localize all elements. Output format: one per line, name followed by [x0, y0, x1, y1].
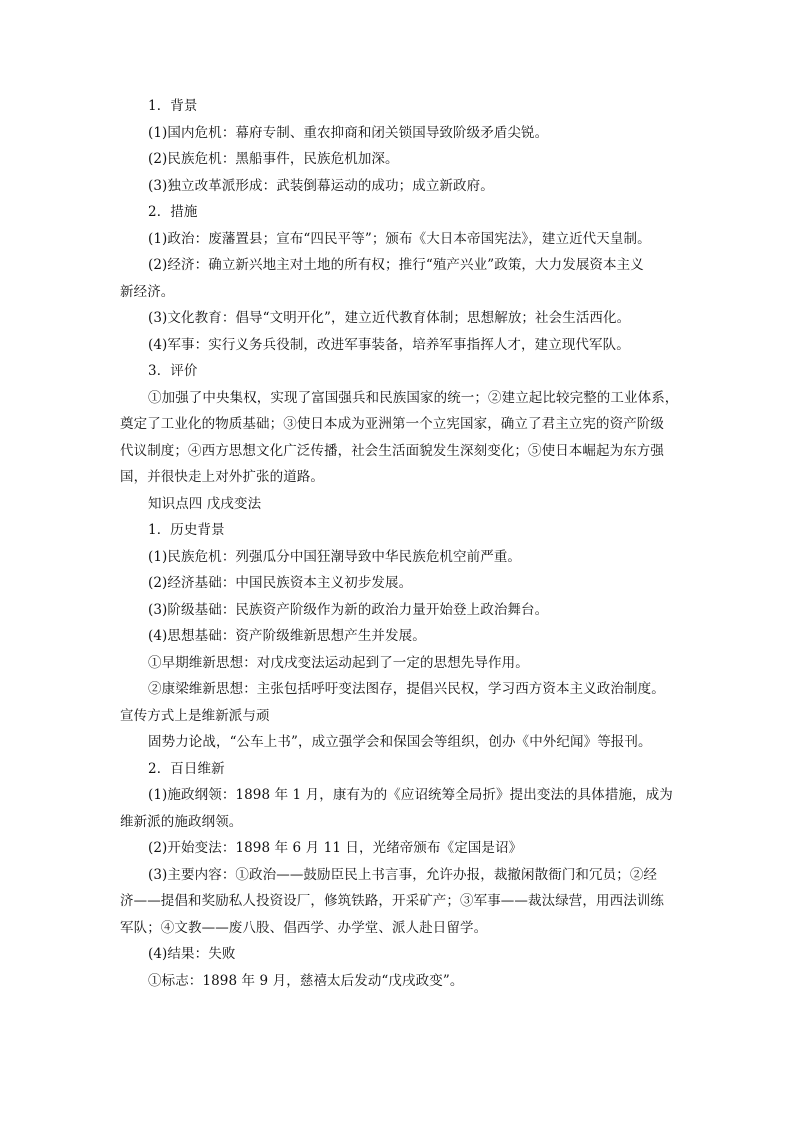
- text-line: (2)开始变法：1898 年 6 月 11 日，光绪帝颁布《定国是诏》: [148, 840, 523, 856]
- text-line: (4)军事：实行义务兵役制，改进军事装备，培养军事指挥人才，建立现代军队。: [148, 336, 630, 353]
- text-line: 军队；④文教——废八股、倡西学、办学堂、派人赴日留学。: [120, 919, 488, 936]
- text-line: (2)民族危机：黑船事件，民族危机加深。: [148, 151, 399, 167]
- document-body: [120, 93, 678, 994]
- text-line: (1)施政纲领：1898 年 1 月，康有为的《应诏统筹全局折》提出变法的具体措施，成为: [148, 787, 673, 803]
- text-line: 宣传方式上是维新派与顽: [120, 707, 270, 724]
- text-line: 固势力论战，“公车上书”，成立强学会和保国会等组织，创办《中外纪闻》等报刊。: [148, 734, 652, 750]
- text-line: 2．百日维新: [148, 760, 225, 777]
- text-line: 济——提倡和奖励私人投资设厂，修筑铁路，开采矿产；③军事——裁汰绿营，用西法训练: [120, 893, 664, 909]
- text-line: 1．背景: [148, 98, 198, 114]
- text-line: 国，并很快走上对外扩张的道路。: [120, 469, 324, 485]
- text-line: 2．措施: [148, 204, 198, 220]
- text-line: (3)阶级基础：民族资产阶级作为新的政治力量开始登上政治舞台。: [148, 601, 549, 618]
- text-line: 维新派的施政纲领。: [120, 813, 243, 830]
- text-line: 1．历史背景: [148, 522, 225, 538]
- text-line: 知识点四 戊戌变法: [148, 495, 262, 512]
- text-line: (3)主要内容：①政治——鼓励臣民上书言事，允许办报，裁撤闲散衙门和冗员；②经: [148, 866, 658, 883]
- text-line: 3．评价: [148, 363, 198, 379]
- text-line: (3)独立改革派形成：武装倒幕运动的成功；成立新政府。: [148, 177, 494, 194]
- text-line: (3)文化教育：倡导“文明开化”，建立近代教育体制；思想解放；社会生活西化。: [148, 310, 631, 326]
- text-line: (4)结果：失败: [148, 946, 236, 962]
- text-line: (2)经济：确立新兴地主对土地的所有权；推行“殖产兴业”政策，大力发展资本主义: [148, 257, 644, 273]
- text-line: ①早期维新思想：对戊戌变法运动起到了一定的思想先导作用。: [148, 654, 529, 671]
- text-line: (4)思想基础：资产阶级维新思想产生并发展。: [148, 628, 426, 644]
- text-line: 奠定了工业化的物质基础；③使日本成为亚洲第一个立宪国家，确立了君主立宪的资产阶级: [120, 416, 664, 432]
- text-line: (1)国内危机：幕府专制、重农抑商和闭关锁国导致阶级矛盾尖锐。: [148, 124, 549, 141]
- text-line: (2)经济基础：中国民族资本主义初步发展。: [148, 575, 413, 591]
- text-line: ①标志：1898 年 9 月，慈禧太后发动“戊戌政变”。: [148, 972, 464, 989]
- text-line: 代议制度；④西方思想文化广泛传播，社会生活面貌发生深刻变化；⑤使日本崛起为东方强: [120, 442, 664, 459]
- text-line: 新经济。: [120, 283, 175, 300]
- text-line: ②康梁维新思想：主张包括呼吁变法图存，提倡兴民权，学习西方资本主义政治制度。: [148, 681, 665, 697]
- text-line: (1)政治：废藩置县；宣布“四民平等”；颁布《大日本帝国宪法》，建立近代天皇制。: [148, 230, 651, 247]
- text-line: (1)民族危机：列强瓜分中国狂潮导致中华民族危机空前严重。: [148, 548, 522, 565]
- text-line: ①加强了中央集权，实现了富国强兵和民族国家的统一；②建立起比较完整的工业体系，: [148, 389, 679, 406]
